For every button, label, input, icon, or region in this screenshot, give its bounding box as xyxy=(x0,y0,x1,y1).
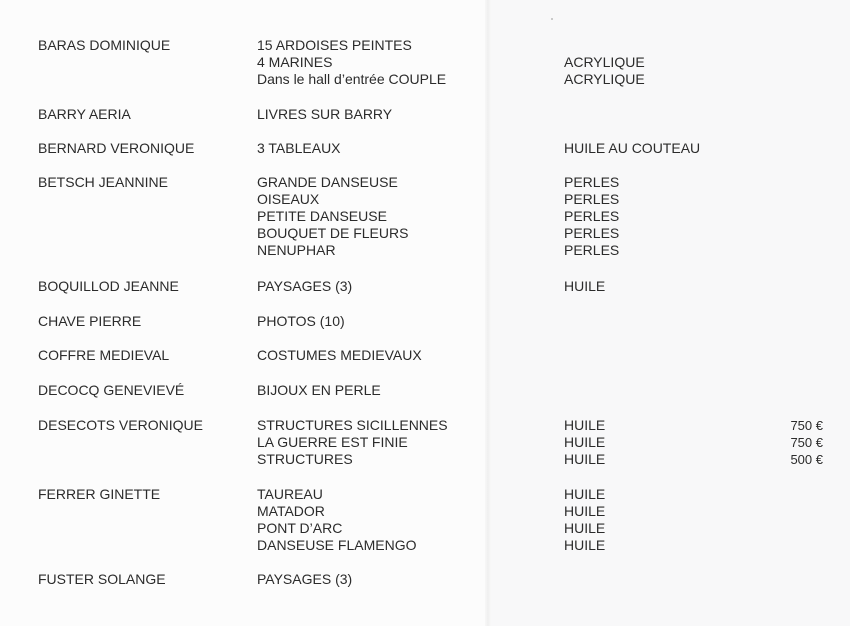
work-line xyxy=(0,242,850,259)
work-title: STRUCTURES SICILLENNES xyxy=(257,417,448,433)
work-technique: PERLES xyxy=(564,208,620,224)
artist-name: BARRY AERIA xyxy=(38,106,131,122)
work-line xyxy=(0,208,850,225)
artist-name: CHAVE PIERRE xyxy=(38,313,142,329)
work-title: PAYSAGES (3) xyxy=(257,278,353,294)
work-line xyxy=(0,225,850,242)
work-title: TAUREAU xyxy=(257,486,323,502)
work-title: PAYSAGES (3) xyxy=(257,571,353,587)
work-technique: HUILE AU COUTEAU xyxy=(564,140,701,156)
work-title: BIJOUX EN PERLE xyxy=(257,382,381,398)
artist-name: BOQUILLOD JEANNE xyxy=(38,278,179,294)
work-technique: ACRYLIQUE xyxy=(564,54,645,70)
work-line xyxy=(0,191,850,208)
artist-name: DESECOTS VERONIQUE xyxy=(38,417,203,433)
work-technique: PERLES xyxy=(564,191,620,207)
work-title: COSTUMES MEDIEVAUX xyxy=(257,347,422,363)
work-line xyxy=(0,278,850,295)
artist-name: BERNARD VERONIQUE xyxy=(38,140,195,156)
work-line xyxy=(0,54,850,71)
work-line xyxy=(0,174,850,191)
work-title: BOUQUET DE FLEURS xyxy=(257,225,409,241)
work-line xyxy=(0,520,850,537)
artist-name: COFFRE MEDIEVAL xyxy=(38,347,170,363)
artist-name: FUSTER SOLANGE xyxy=(38,571,166,587)
work-title: NENUPHAR xyxy=(257,242,336,258)
artist-name: BARAS DOMINIQUE xyxy=(38,37,171,53)
work-technique: PERLES xyxy=(564,242,620,258)
work-technique: ACRYLIQUE xyxy=(564,71,645,87)
work-technique: HUILE xyxy=(564,520,606,536)
work-technique: HUILE xyxy=(564,537,606,553)
work-line xyxy=(0,106,850,123)
work-technique: HUILE xyxy=(564,451,606,467)
work-line xyxy=(0,537,850,554)
artist-name: BETSCH JEANNINE xyxy=(38,174,168,190)
work-technique: PERLES xyxy=(564,225,620,241)
work-line xyxy=(0,451,850,468)
work-technique: HUILE xyxy=(564,434,606,450)
work-title: GRANDE DANSEUSE xyxy=(257,174,398,190)
work-line xyxy=(0,140,850,157)
work-technique: HUILE xyxy=(564,503,606,519)
work-title: DANSEUSE FLAMENGO xyxy=(257,537,417,553)
work-title: 15 ARDOISES PEINTES xyxy=(257,37,412,53)
work-technique: HUILE xyxy=(564,417,606,433)
work-line xyxy=(0,503,850,520)
work-line xyxy=(0,382,850,399)
work-title: 4 MARINES xyxy=(257,54,333,70)
artist-name: FERRER GINETTE xyxy=(38,486,161,502)
work-title: LA GUERRE EST FINIE xyxy=(257,434,408,450)
work-title: STRUCTURES xyxy=(257,451,353,467)
work-title: LIVRES SUR BARRY xyxy=(257,106,393,122)
work-title: Dans le hall d’entrée COUPLE xyxy=(257,71,447,87)
work-line xyxy=(0,71,850,88)
work-technique: HUILE xyxy=(564,278,606,294)
work-price: 750 € xyxy=(790,418,823,433)
work-title: PETITE DANSEUSE xyxy=(257,208,387,224)
work-price: 750 € xyxy=(790,435,823,450)
work-price: 500 € xyxy=(790,452,823,467)
work-title: PHOTOS (10) xyxy=(257,313,345,329)
work-technique: PERLES xyxy=(564,174,620,190)
work-line xyxy=(0,313,850,330)
work-technique: HUILE xyxy=(564,486,606,502)
artist-name: DECOCQ GENEVIEVÉ xyxy=(38,382,185,398)
work-line xyxy=(0,486,850,503)
work-line xyxy=(0,347,850,364)
work-line xyxy=(0,434,850,451)
work-title: MATADOR xyxy=(257,503,325,519)
work-line xyxy=(0,417,850,434)
work-title: OISEAUX xyxy=(257,191,320,207)
work-title: PONT D’ARC xyxy=(257,520,343,536)
work-line xyxy=(0,37,850,54)
work-title: 3 TABLEAUX xyxy=(257,140,341,156)
work-line xyxy=(0,571,850,588)
